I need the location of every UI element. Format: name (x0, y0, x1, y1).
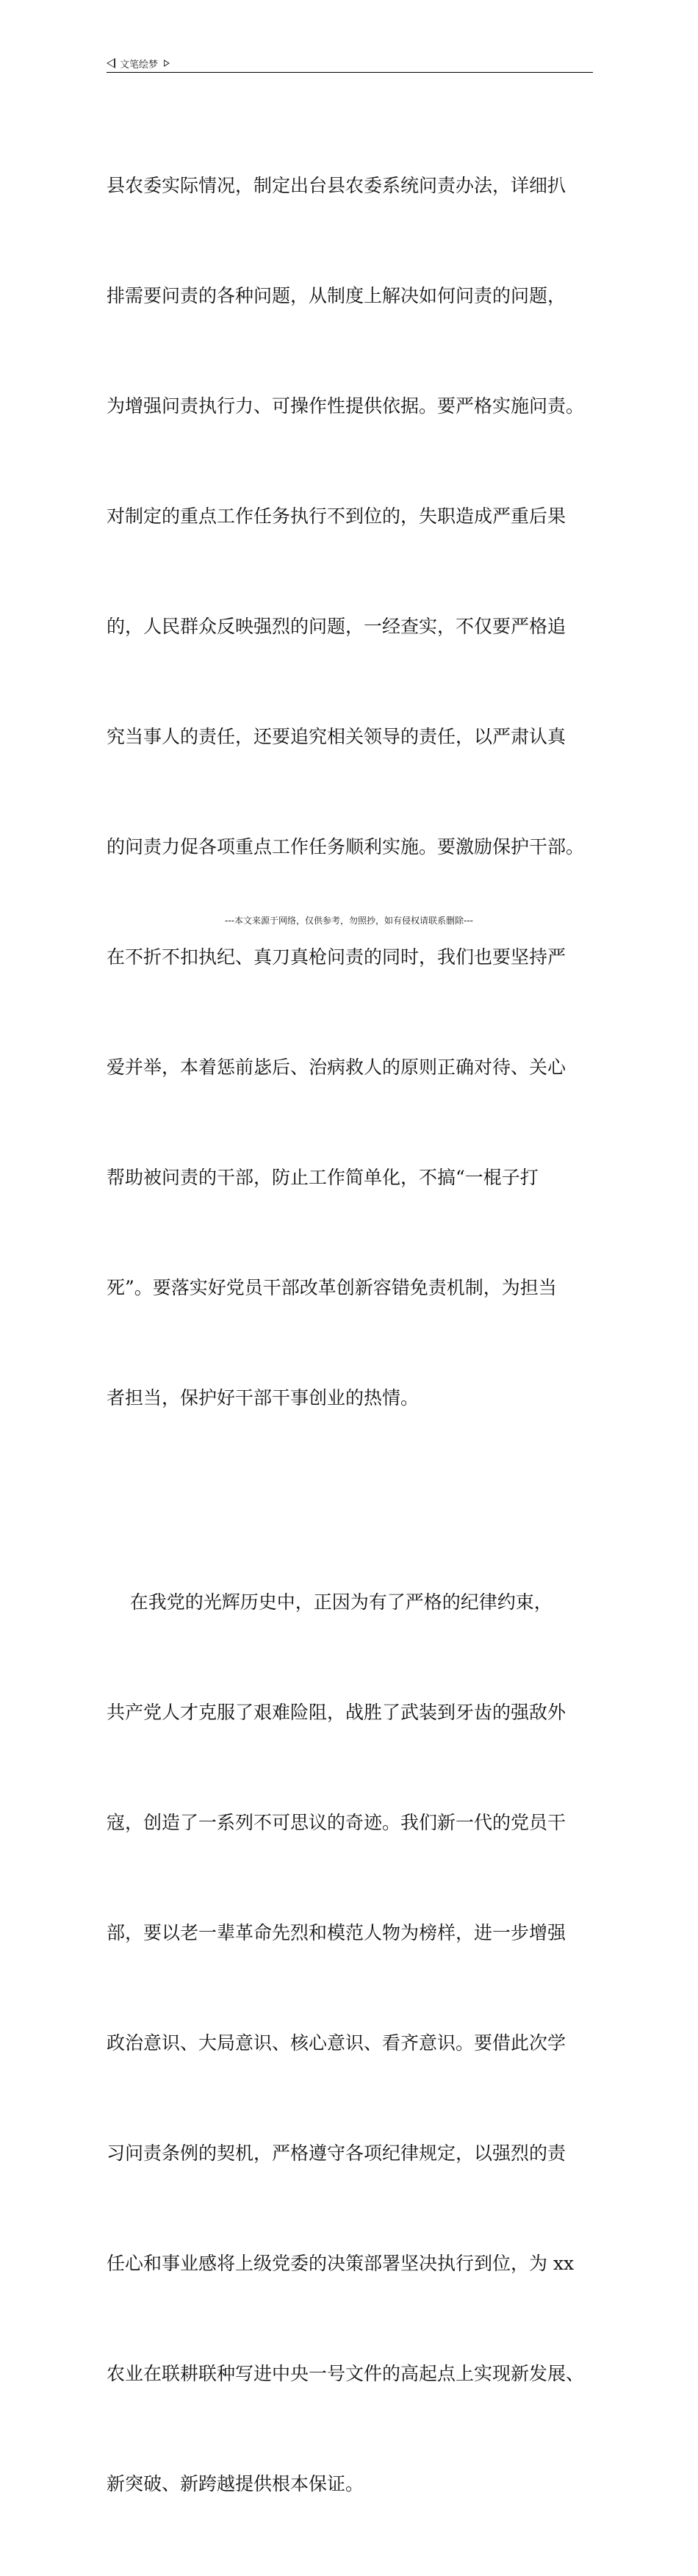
text-line: 任心和事业感将上级党委的决策部署坚决执行到位，为 xx (107, 2253, 575, 2274)
header-title: 文笔绘梦 (120, 59, 159, 71)
triangle-right-icon (164, 60, 170, 67)
page-footer: ---本文来源于网络，仅供参考，勿照抄，如有侵权请联系删除--- (225, 915, 473, 926)
text-line: 农业在联耕联种写进中央一号文件的高起点上实现新发展、 (107, 2363, 585, 2384)
text-line: 死”。要落实好党员干部改革创新容错免责机制，为担当 (107, 1277, 557, 1298)
paragraph-gap (107, 1490, 599, 1511)
text-line: 在我党的光辉历史中，正因为有了严格的纪律约束， (107, 1591, 553, 1613)
text-line: 究当事人的责任，还要追究相关领导的责任，以严肃认真 (107, 726, 566, 747)
document-body (107, 94, 599, 2576)
text-line: 的，人民群众反映强烈的问题，一经查实，不仅要严格追 (107, 616, 566, 637)
text-line: 排需要问责的各种问题，从制度上解决如何问责的问题， (107, 285, 566, 306)
text-line: 帮助被问责的干部，防止工作简单化，不搞“一棍子打 (107, 1167, 539, 1188)
text-line: 县农委实际情况，制定出台县农委系统问责办法，详细扒 (107, 175, 566, 196)
text-line: 政治意识、大局意识、核心意识、看齐意识。要借此次学 (107, 2032, 566, 2054)
text-line: 寇，创造了一系列不可思议的奇迹。我们新一代的党员干 (107, 1812, 566, 1833)
text-line: 习问责条例的契机，严格遵守各项纪律规定，以强烈的责 (107, 2143, 566, 2164)
page-header (107, 54, 593, 73)
text-line: 的问责力促各项重点工作任务顺利实施。要激励保护干部。 (107, 836, 585, 857)
text-line: 为增强问责执行力、可操作性提供依据。要严格实施问责。 (107, 395, 585, 417)
text-line: 共产党人才克服了艰难险阻，战胜了武装到牙齿的强敌外 (107, 1702, 566, 1723)
text-line: 新突破、新跨越提供根本保证。 (107, 2473, 364, 2494)
text-line: 在不折不扣执纪、真刀真枪问责的同时，我们也要坚持严 (107, 946, 566, 968)
triangle-left-icon (107, 58, 115, 68)
text-line: 部，要以老一辈革命先烈和模范人物为榜样，进一步增强 (107, 1922, 566, 1943)
paragraph-2 (107, 1511, 599, 2576)
text-line: 对制定的重点工作任务执行不到位的，失职造成严重后果 (107, 506, 566, 527)
paragraph-1 (107, 94, 599, 1490)
text-line: 者担当，保护好干部干事创业的热情。 (107, 1387, 420, 1408)
text-line: 爱并举，本着惩前毖后、治病救人的原则正确对待、关心 (107, 1057, 566, 1078)
